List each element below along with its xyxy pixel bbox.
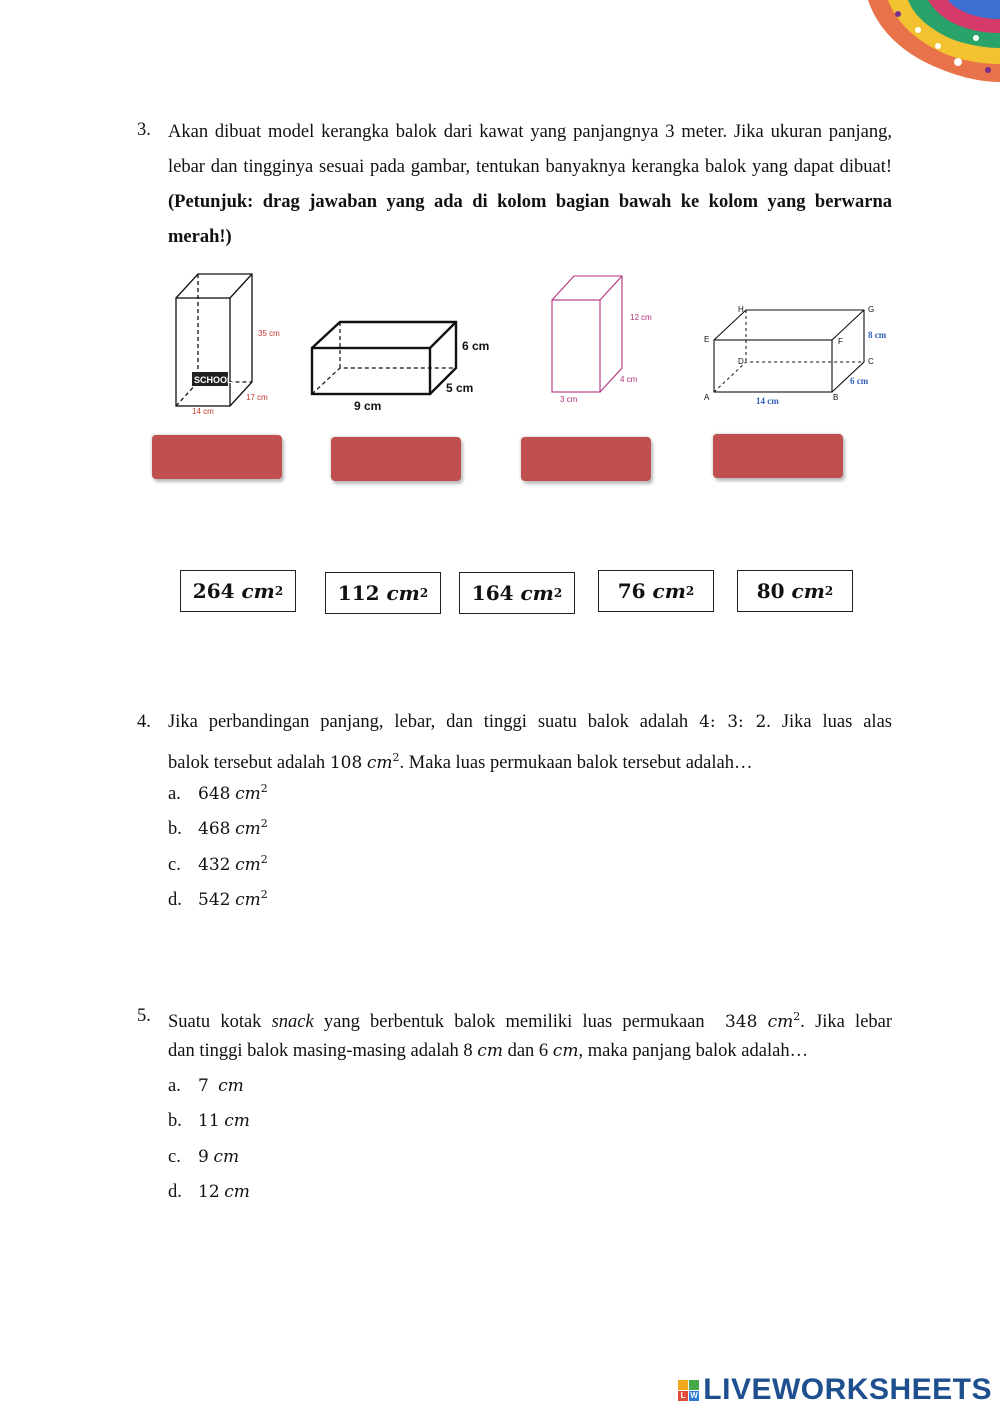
option-value: 12: [198, 1182, 220, 1202]
figure-1-cuboid: [160, 270, 300, 420]
answer-option-4-value: 76: [617, 579, 646, 603]
question-5-area-unit: cm: [767, 1012, 794, 1033]
answer-option-5-unit: cm: [791, 579, 825, 603]
option-letter: b.: [168, 1111, 182, 1131]
option-exp: 2: [260, 888, 268, 901]
question-3-text: [168, 115, 892, 255]
option-unit: cm: [235, 784, 261, 805]
answer-option-5-exp: 2: [824, 584, 834, 598]
liveworksheets-logo[interactable]: [678, 1373, 992, 1407]
option-letter: a.: [168, 1076, 181, 1096]
drop-zone-3[interactable]: [521, 437, 651, 481]
question-4-number: 4.: [137, 712, 151, 732]
question-5-line2: [168, 1034, 892, 1069]
question-3-number: 3.: [137, 120, 151, 140]
question-3-statement: Akan dibuat model kerangka balok dari kawat yang panjangnya 3 meter. Jika ukuran panjang, lebar dan tingginya sesuai pada gambar, tentukan banyaknya kerangka balok yang dapat dibuat!: [168, 122, 892, 177]
figure-3-label-length: 3 cm: [560, 395, 578, 404]
figure-4-label-height: 8 cm: [868, 330, 887, 340]
figure-4-vertex-c: C: [868, 357, 874, 366]
question-4-option-a[interactable]: [168, 782, 268, 805]
question-4-line2-end: . Maka luas permukaan balok tersebut adalah…: [399, 753, 753, 774]
option-letter: c.: [168, 1147, 181, 1167]
option-value: 542: [198, 890, 231, 911]
question-4-ratio: 4: 3: 2: [699, 712, 767, 732]
figure-4-cuboid: [700, 300, 900, 415]
option-value: 7: [198, 1076, 209, 1096]
figure-3-label-height: 12 cm: [630, 313, 652, 322]
answer-option-5-value: 80: [756, 579, 785, 603]
answer-option-4[interactable]: [598, 570, 714, 612]
figure-3-label-width: 4 cm: [620, 375, 638, 384]
figure-4-vertex-a: A: [704, 393, 710, 402]
question-5-line2-mid: dan 6: [507, 1041, 549, 1061]
option-unit: cm: [213, 1147, 240, 1167]
question-5-line2-start: dan tinggi balok masing-masing adalah 8: [168, 1041, 473, 1061]
decorative-ornament-image: [858, 0, 1000, 92]
liveworksheets-logo-icon: [678, 1380, 699, 1401]
answer-option-2[interactable]: [325, 572, 441, 614]
answer-option-1-exp: 2: [274, 584, 284, 598]
figure-4-vertex-h: H: [738, 305, 744, 314]
option-value: 11: [198, 1111, 220, 1131]
question-4-line2: [168, 740, 892, 781]
figure-4-label-length: 14 cm: [756, 396, 779, 406]
logo-icon-letter-w: W: [690, 1390, 699, 1400]
question-4-line1-end: . Jika luas alas: [766, 712, 892, 732]
answer-option-2-unit: cm: [386, 581, 420, 605]
answer-option-3[interactable]: [459, 572, 575, 614]
question-5-line2-end: , maka panjang balok adalah…: [578, 1041, 809, 1061]
answer-option-4-unit: cm: [652, 579, 686, 603]
question-5-unit-a: cm: [477, 1041, 503, 1061]
question-5-option-a[interactable]: [168, 1076, 244, 1097]
answer-option-2-exp: 2: [419, 586, 429, 600]
option-value: 648: [198, 784, 231, 805]
drop-zone-4[interactable]: [713, 434, 843, 478]
drop-zone-1[interactable]: [152, 435, 282, 479]
question-4-option-b[interactable]: [168, 817, 268, 840]
answer-option-1-value: 264: [192, 579, 235, 603]
question-5-line1-end: . Jika lebar: [800, 1012, 893, 1033]
option-unit: cm: [235, 819, 261, 840]
option-letter: d.: [168, 1182, 182, 1202]
question-5-unit-b: cm: [552, 1041, 579, 1061]
option-letter: b.: [168, 819, 182, 840]
option-letter: c.: [168, 855, 181, 876]
question-5-area-value: 348: [724, 1012, 758, 1033]
question-5-option-d[interactable]: [168, 1182, 250, 1203]
figure-4-vertex-g: G: [868, 305, 875, 314]
answer-option-4-exp: 2: [685, 584, 695, 598]
option-letter: a.: [168, 784, 181, 805]
liveworksheets-logo-text: LIVEWORKSHEETS: [703, 1373, 992, 1406]
figure-2-label-length: 9 cm: [354, 399, 382, 413]
question-5-line1-start: Suatu kotak: [168, 1012, 262, 1033]
question-4-option-d[interactable]: [168, 888, 268, 911]
figure-2-label-width: 5 cm: [446, 381, 474, 395]
figure-4-label-width: 6 cm: [850, 376, 869, 386]
question-5-snack: snack: [271, 1012, 314, 1033]
figure-1-label-width: 17 cm: [246, 393, 268, 402]
question-4-area-exp: 2: [392, 751, 400, 764]
question-5-area-exp: 2: [793, 1010, 801, 1023]
question-4-area-unit: cm: [366, 753, 393, 774]
figure-1-label-height: 35 cm: [258, 329, 280, 338]
question-4-option-c[interactable]: [168, 853, 268, 876]
question-4-line1-start: Jika perbandingan panjang, lebar, dan tinggi suatu balok adalah: [168, 712, 689, 732]
figure-3-cuboid: [540, 268, 680, 408]
question-4-area-value: 108: [329, 753, 363, 774]
question-5-option-c[interactable]: [168, 1147, 239, 1168]
figure-2-cuboid: [300, 312, 510, 422]
option-unit: cm: [224, 1182, 250, 1202]
answer-option-3-unit: cm: [520, 581, 554, 605]
answer-option-3-exp: 2: [553, 586, 563, 600]
option-exp: 2: [260, 782, 268, 795]
option-exp: 2: [260, 817, 268, 830]
option-unit: cm: [224, 1111, 250, 1131]
option-value: 468: [198, 819, 231, 840]
question-5-option-b[interactable]: [168, 1111, 250, 1132]
figure-4-vertex-b: B: [833, 393, 839, 402]
question-5-number: 5.: [137, 1006, 151, 1026]
figure-4-vertex-e: E: [704, 335, 710, 344]
figure-1-label-length: 14 cm: [192, 407, 214, 416]
option-exp: 2: [260, 853, 268, 866]
option-unit: cm: [235, 890, 261, 911]
option-value: 9: [198, 1147, 209, 1167]
answer-option-2-value: 112: [337, 581, 380, 605]
figure-4-vertex-f: F: [838, 337, 843, 346]
question-3-hint: (Petunjuk: drag jawaban yang ada di kolom bagian bawah ke kolom yang berwarna merah!): [168, 192, 892, 247]
option-letter: d.: [168, 890, 182, 911]
question-4-text: [168, 705, 892, 740]
logo-icon-letter-l: L: [678, 1391, 688, 1401]
answer-option-3-value: 164: [471, 581, 514, 605]
figure-2-label-height: 6 cm: [462, 339, 490, 353]
figure-1-watermark: SCHOOL: [194, 375, 233, 385]
question-5-line1-mid: yang berbentuk balok memiliki luas permukaan: [323, 1012, 705, 1033]
figure-4-vertex-d: D: [738, 357, 744, 366]
option-unit: cm: [235, 855, 261, 876]
answer-option-1[interactable]: [180, 570, 296, 612]
question-4-line2-start: balok tersebut adalah: [168, 753, 326, 774]
answer-option-1-unit: cm: [241, 579, 275, 603]
option-unit: cm: [218, 1076, 244, 1096]
option-value: 432: [198, 855, 231, 876]
drop-zone-2[interactable]: [331, 437, 461, 481]
answer-option-5[interactable]: [737, 570, 853, 612]
